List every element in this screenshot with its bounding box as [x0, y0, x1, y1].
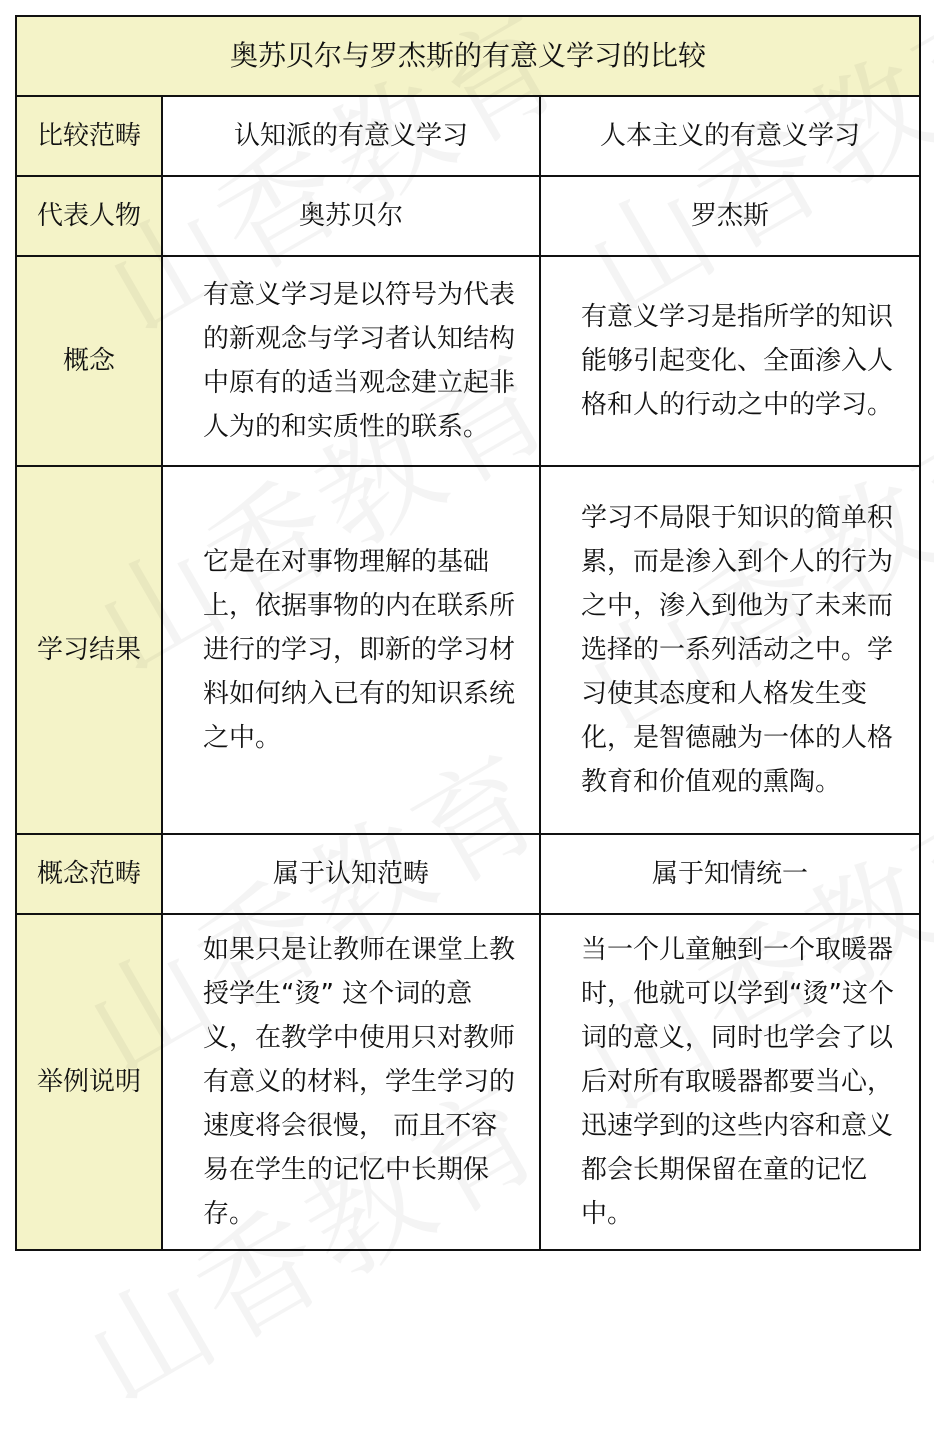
row-label: 比较范畴	[16, 96, 162, 176]
table-title: 奥苏贝尔与罗杰斯的有意义学习的比较	[16, 16, 920, 96]
row-label: 概念	[16, 256, 162, 466]
row-label: 学习结果	[16, 466, 162, 834]
left-cell: 它是在对事物理解的基础上，依据事物的内在联系所进行的学习，即新的学习材料如何纳入已有的知识系统之中。	[162, 466, 540, 834]
table-row	[16, 834, 920, 914]
left-cell: 属于认知范畴	[162, 834, 540, 914]
comparison-table	[15, 15, 921, 1251]
left-cell: 认知派的有意义学习	[162, 96, 540, 176]
row-label: 代表人物	[16, 176, 162, 256]
right-cell: 人本主义的有意义学习	[540, 96, 920, 176]
row-label: 举例说明	[16, 914, 162, 1250]
right-cell: 学习不局限于知识的简单积累，而是渗入到个人的行为之中，渗入到他为了未来而选择的一系列活动之中。学习使其态度和人格发生变化，是智德融为一体的人格教育和价值观的熏陶。	[540, 466, 920, 834]
row-label: 概念范畴	[16, 834, 162, 914]
left-cell: 有意义学习是以符号为代表的新观念与学习者认知结构中原有的适当观念建立起非人为的和实质性的联系。	[162, 256, 540, 466]
left-cell: 如果只是让教师在课堂上教授学生“烫” 这个词的意义，在教学中使用只对教师有意义的材料，学生学习的速度将会很慢， 而且不容易在学生的记忆中长期保存。	[162, 914, 540, 1250]
right-cell: 罗杰斯	[540, 176, 920, 256]
table-row	[16, 256, 920, 466]
right-cell: 有意义学习是指所学的知识能够引起变化、全面渗入人格和人的行动之中的学习。	[540, 256, 920, 466]
table-row	[16, 96, 920, 176]
table-row	[16, 466, 920, 834]
left-cell: 奥苏贝尔	[162, 176, 540, 256]
right-cell: 属于知情统一	[540, 834, 920, 914]
right-cell: 当一个儿童触到一个取暖器时，他就可以学到“烫”这个词的意义，同时也学会了以后对所有取暖器都要当心，迅速学到的这些内容和意义都会长期保留在童的记忆中。	[540, 914, 920, 1250]
table-row	[16, 176, 920, 256]
table-row	[16, 914, 920, 1250]
